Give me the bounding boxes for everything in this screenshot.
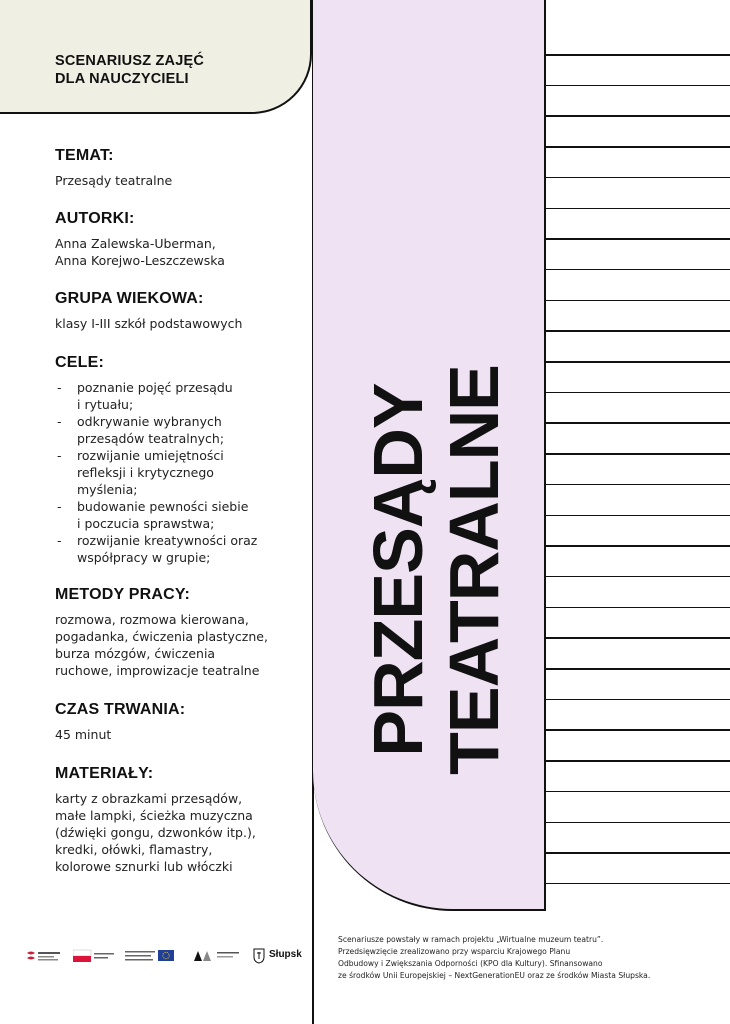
document-type-title: SCENARIUSZ ZAJĘĆ DLA NAUCZYCIELI [55,53,205,87]
ruled-line [546,392,730,394]
ruled-line [546,208,730,210]
ruled-line [546,607,730,609]
materials-heading: MATERIAŁY: [55,765,154,782]
ruled-line [546,760,730,762]
city-crest-icon [253,948,265,964]
age-group-text: klasy I-III szkół podstawowych [55,316,243,331]
section-authors [55,210,305,269]
section-methods: METODY PRACY: rozmowa, rozmowa kierowana, pogadanka, ćwiczenia plastyczne, burza mózgów, ćwiczenia ruchowe, improwizacje teatralne [55,586,305,679]
list-item: - budowanie pewności siebie i poczucia sprawstwa; [55,498,305,532]
methods-heading: METODY PRACY: [55,586,191,603]
ruled-line [546,115,730,117]
ruled-line [546,668,730,670]
dialogue-logo-icon [25,948,65,964]
ruled-line [546,146,730,148]
ruled-line [546,330,730,332]
ruled-line [546,729,730,731]
ruled-line [546,422,730,424]
author-1: Anna Zalewska-Uberman, [55,236,216,251]
ruled-line [546,361,730,363]
ruled-line [546,637,730,639]
duration-text: 45 minut [55,727,112,742]
ministry-logo-icon [125,948,175,964]
goals-list [55,379,305,566]
topic-heading: TEMAT: [55,147,114,164]
ruled-line [546,453,730,455]
list-item: - rozwijanie kreatywności oraz współpracy w grupie; [55,532,305,566]
duration-heading: CZAS TRWANIA: [55,701,186,718]
ruled-line [546,300,730,302]
city-label: Słupsk [269,949,302,960]
list-item: - odkrywanie wybranych przesądów teatralnych; [55,413,305,447]
lesson-details [55,147,305,875]
section-duration [55,701,305,743]
cover-title-line2: TEATRALNE [435,365,513,775]
section-age-group [55,290,305,332]
ruled-line [546,699,730,701]
section-materials: MATERIAŁY: karty z obrazkami przesądów, małe lampki, ścieżka muzyczna (dźwięki gongu, dzwonków itp.), kredki, ołówki, flamastry, kolorowe sznurki lub włóczki [55,765,305,875]
ruled-line [546,852,730,854]
authors-heading: AUTORKI: [55,210,135,227]
ruled-line [546,515,730,517]
ruled-line [546,576,730,578]
author-2: Anna Korejwo-Leszczewska [55,253,225,268]
ruled-line [546,54,730,56]
cover-title-line1: PRZESĄDY [359,383,437,757]
age-group-heading: GRUPA WIEKOWA: [55,290,204,307]
ruled-line [546,85,730,87]
cover-title [359,320,513,820]
goals-heading: CELE: [55,354,104,371]
ruled-line [546,545,730,547]
section-topic [55,147,305,189]
section-goals [55,354,305,566]
ruled-line [546,177,730,179]
ruled-line [546,822,730,824]
ruled-line [546,238,730,240]
ruled-line [546,883,730,885]
ruled-line [546,484,730,486]
ruled-line [546,269,730,271]
topic-text: Przesądy teatralne [55,173,173,188]
ruled-line [546,791,730,793]
theatre-logo-icon [193,948,243,964]
poland-flag-logo-icon [73,948,117,964]
funding-note: Scenariusze powstały w ramach projektu „Wirtualne muzeum teatru”. Przedsięwzięcie zrealizowano przy wsparciu Krajowego Planu Odbudowy i Zwiększania Odporności (KPO dla Kultury). Sfinansowano ze środków Unii Europejskiej – NextGenerationEU oraz ze środków Miasta Słupska. [338,935,651,980]
ruled-lines [546,0,730,912]
list-item: - poznanie pojęć przesądu i rytuału; [55,379,305,413]
list-item: - rozwijanie umiejętności refleksji i krytycznego myślenia; [55,447,305,498]
sponsor-logos [25,944,305,968]
